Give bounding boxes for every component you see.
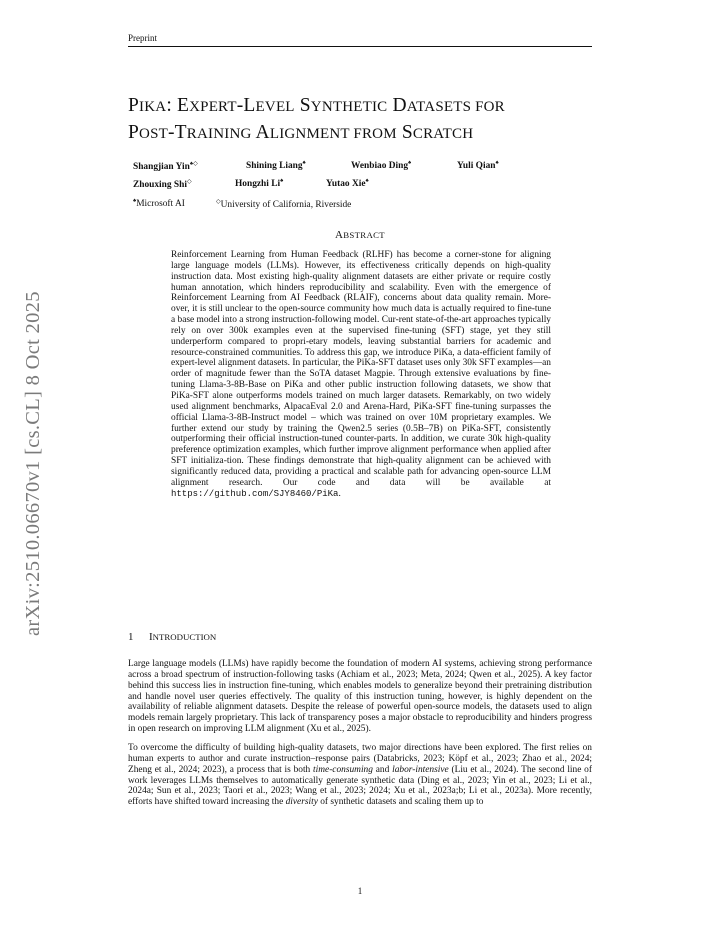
author: Hongzhi Li♠ [235, 178, 284, 189]
section-heading-introduction: 1 INTRODUCTION [128, 631, 217, 643]
abstract-body: Reinforcement Learning from Human Feedback (RLHF) has become a corner-stone for aligning large language models (LLMs). However, its effectiveness critically depends on high-quality instruction data. Most existing high-quality alignment datasets are either private or require costly human annotation, which hinders reproducibility and scalability. Even with the emergence of Reinforcement Learning from AI Feedback (RLAIF), concerns about data quality remain. More-over, it is still unclear to the open-source community how much data is actually required to fine-tune a base model into a strong instruction-following model. Cur-rent state-of-the-art approaches typically rely on over 300k examples even at the supervised fine-tuning (SFT) stage, yet they still underperform compared to propri-etary models, leaving substantial barriers for academic and resource-constrained communities. To address this gap, we introduce PiKa, a data-efficient family of expert-level alignment datasets. In particular, the PiKa-SFT dataset uses only 30k SFT examples—an order of magnitude fewer than the SoTA dataset Magpie. Through extensive evaluations by fine-tuning Llama-3-8B-Base on PiKa and other public instruction following datasets, we show that PiKa-SFT alone outperforms models trained on much larger datasets. Remarkably, on two widely used alignment benchmarks, AlpacaEval 2.0 and Arena-Hard, PiKa-SFT fine-tuning surpasses the official Llama-3-8B-Instruct model – which was trained on over 10M proprietary examples. We further extend our study by training the Qwen2.5 series (0.5B–7B) on PiKa-SFT, consistently outperforming their official instruction-tuned counter-parts. In addition, we curate 30k high-quality preference optimization examples, which further improve alignment performance when applied after SFT initializa-tion. These findings demonstrate that high-quality alignment can be achieved with significantly reduced data, providing a practical and scalable path for advancing open-source LLM alignment research. Our code and data will be available at https://github.com/SJY8460/PiKa. [171, 250, 551, 499]
title-line-1: PIKA: EXPERT-LEVEL SYNTHETIC DATASETS FOR [128, 95, 505, 116]
title-line-2: POST-TRAINING ALIGNMENT FROM SCRATCH [128, 122, 474, 143]
affiliation: ◇University of California, Riverside [216, 199, 352, 210]
paper-title [128, 93, 608, 147]
author: Wenbiao Ding♠ [351, 160, 412, 171]
intro-paragraph-2: To overcome the difficulty of building high-quality datasets, two major directions have been explored. The first relies on human experts to author and curate instruction–response pairs (Databricks, 2023; Köpf et al., 2023; Zhao et al., 2024; Zheng et al., 2024; 2023), a process that is both time-consuming and labor-intensive (Liu et al., 2024). The second line of work leverages LLMs themselves to automatically generate synthetic data (Ding et al., 2023; Yin et al., 2023; Li et al., 2024a; Sun et al., 2023; Taori et al., 2023; Wang et al., 2023; 2024; Xu et al., 2023a;b; Li et al., 2023a). More recently, efforts have shifted toward increasing the diversity of synthetic datasets and scaling them up to [128, 743, 592, 808]
page-number: 1 [357, 886, 363, 896]
arxiv-identifier: arXiv:2510.06670v1 [cs.CL] 8 Oct 2025 [22, 291, 44, 636]
author: Yuli Qian♠ [457, 160, 499, 171]
affiliation: ♠Microsoft AI [133, 198, 185, 209]
running-header: Preprint [128, 33, 157, 43]
abstract-heading: ABSTRACT [335, 229, 385, 241]
author: Shining Liang♠ [246, 160, 306, 171]
author: Shangjian Yin♠◇ [133, 161, 198, 172]
code-url[interactable]: https://github.com/SJY8460/PiKa [171, 488, 339, 499]
author: Zhouxing Shi◇ [133, 179, 192, 190]
intro-paragraph-1: Large language models (LLMs) have rapidly become the foundation of modern AI systems, achieving strong performance across a broad spectrum of instruction-following tasks (Achiam et al., 2023; Meta, 2024; Qwen et al., 2025). A key factor behind this success lies in instruction fine-tuning, which enables models to generalize beyond their pretraining distribution and handle novel user queries effectively. The quality of this instruction tuning, however, is highly dependent on the availability of reliable alignment datasets. Despite the release of powerful open-source models, the datasets used to align models remain largely proprietary. This lack of transparency poses a major obstacle to reproducibility and hinders progress in open research on improving LLM alignment (Xu et al., 2025). [128, 659, 592, 735]
header-rule [128, 46, 592, 47]
author: Yutao Xie♠ [326, 178, 369, 189]
